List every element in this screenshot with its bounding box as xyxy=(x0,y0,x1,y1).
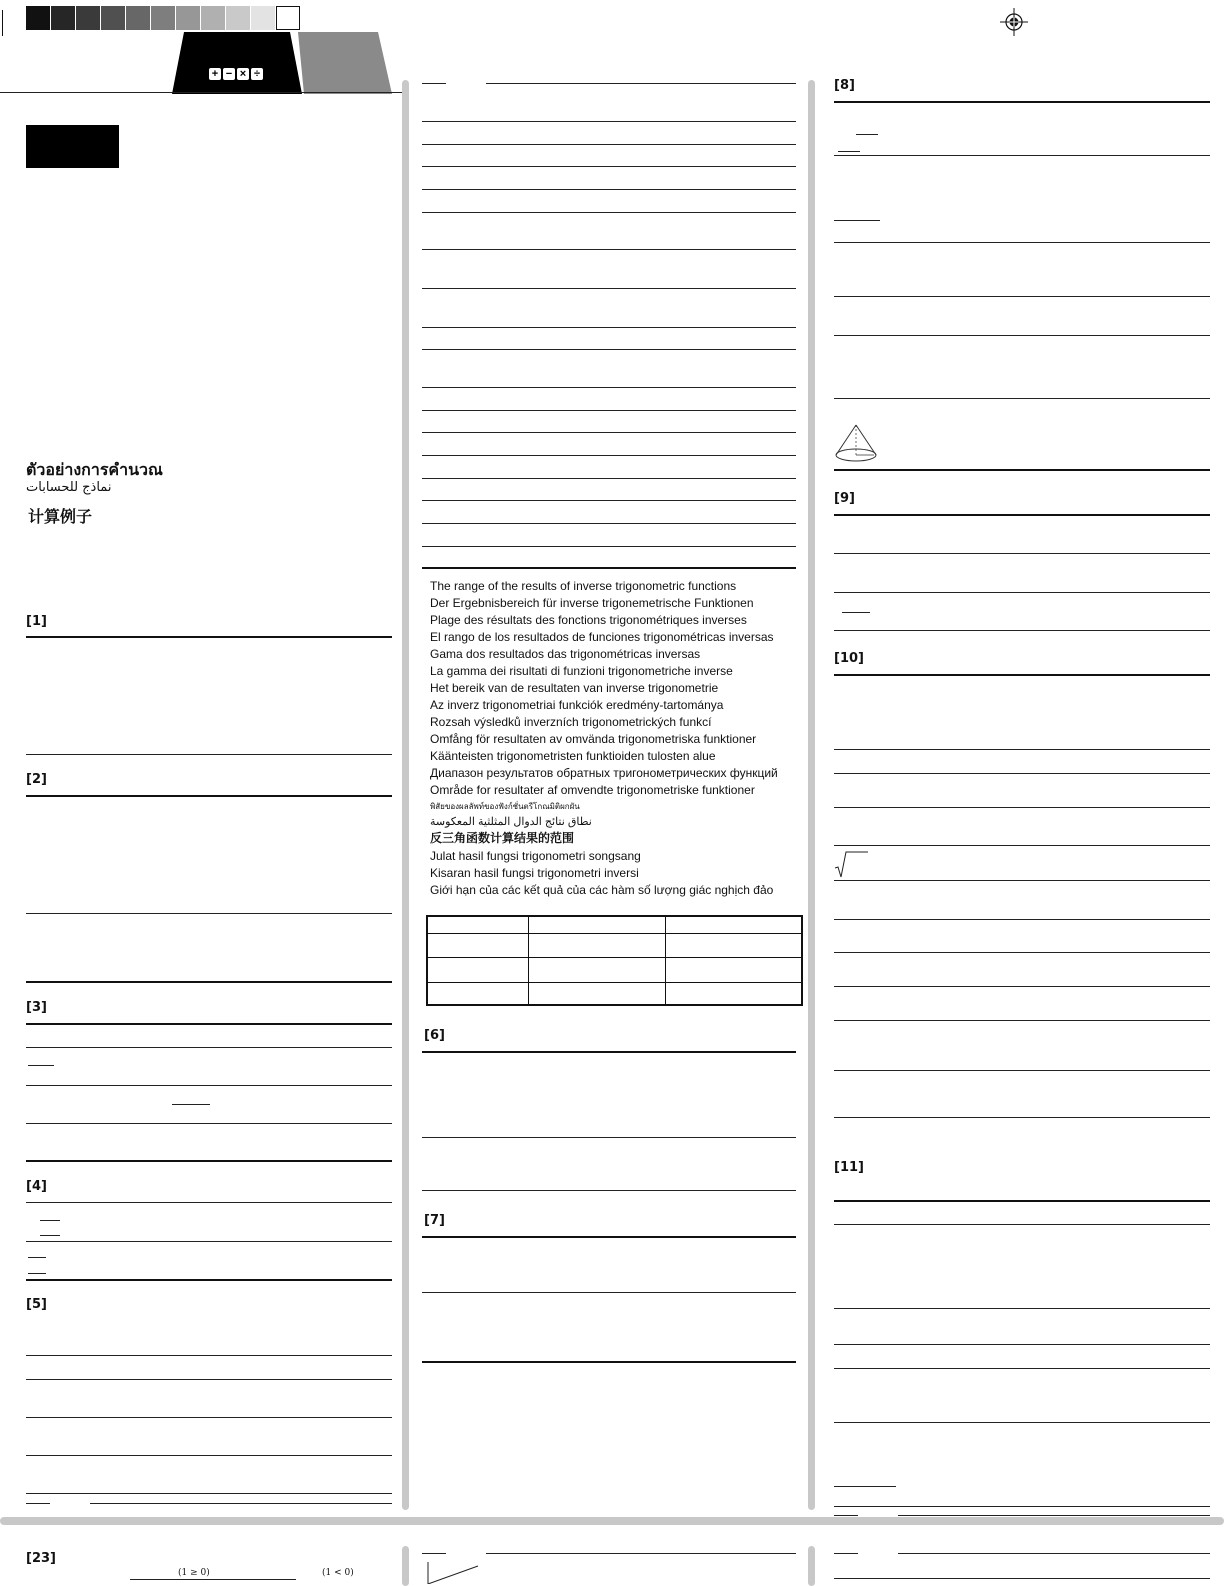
rule xyxy=(422,1361,796,1363)
table-col-divider xyxy=(528,917,529,1004)
cone-icon xyxy=(834,423,880,463)
rule xyxy=(834,749,1210,750)
gray-calibration-strip xyxy=(26,5,302,31)
gray-swatch-9 xyxy=(226,6,250,30)
rule xyxy=(422,1137,796,1138)
rule xyxy=(834,101,1210,103)
rule xyxy=(834,553,1210,554)
triangle-diagram-icon xyxy=(426,1562,486,1584)
rule xyxy=(26,1123,392,1124)
rule xyxy=(834,952,1210,953)
rule xyxy=(422,327,796,328)
rule xyxy=(422,189,796,190)
gray-swatch-7 xyxy=(176,6,200,30)
tab-dark xyxy=(172,32,302,94)
range-heading-pt: Gama dos resultados das trigonométricas inversas xyxy=(430,647,701,661)
rule xyxy=(26,1455,392,1456)
rule xyxy=(26,913,392,914)
rule xyxy=(486,83,796,84)
rule xyxy=(834,1344,1210,1345)
formula-23 xyxy=(26,1570,396,1584)
gray-swatch-1 xyxy=(26,6,50,30)
registration-mark-icon xyxy=(1000,8,1028,36)
rule xyxy=(422,1051,796,1053)
table-row-divider xyxy=(428,982,801,983)
section-7-label: [7] xyxy=(424,1213,445,1228)
rule xyxy=(422,455,796,456)
range-heading-en: The range of the results of inverse trigonometric functions xyxy=(430,579,737,593)
range-heading-hu: Az inverz trigonometriai funkciók eredmény-tartománya xyxy=(430,698,724,712)
rule xyxy=(26,1202,392,1203)
plus-key: + xyxy=(209,68,221,80)
rule xyxy=(834,845,1210,846)
fraction-bar xyxy=(28,1257,46,1258)
section-23-label: [23] xyxy=(26,1551,56,1566)
gray-swatch-4 xyxy=(101,6,125,30)
rule xyxy=(26,795,392,797)
rule xyxy=(834,880,1210,881)
rule xyxy=(422,1236,796,1238)
range-heading-es: El rango de los resultados de funciones trigonométricas inversas xyxy=(430,630,774,644)
rule xyxy=(898,1515,1210,1516)
rule xyxy=(834,807,1210,808)
range-heading-da: Område for resultater af omvendte trigonometriske funktioner xyxy=(430,783,755,797)
rule xyxy=(834,1308,1210,1309)
rule xyxy=(834,514,1210,516)
rule xyxy=(834,242,1210,243)
gray-swatch-8 xyxy=(201,6,225,30)
rule xyxy=(422,523,796,524)
title-chinese: 计算例子 xyxy=(28,507,93,526)
range-heading-zh: 反三角函数计算结果的范围 xyxy=(430,831,575,845)
rule xyxy=(26,1023,392,1025)
range-heading-de: Der Ergebnisbereich für inverse trigonemetrische Funktionen xyxy=(430,596,754,610)
rule xyxy=(26,1503,50,1504)
header-rule xyxy=(0,92,405,93)
fraction-bar xyxy=(40,1235,60,1236)
section-3-label: [3] xyxy=(26,1000,47,1015)
rule xyxy=(834,630,1210,631)
range-table xyxy=(426,915,803,1006)
rule xyxy=(26,636,392,638)
rule xyxy=(422,121,796,122)
rule xyxy=(834,674,1210,676)
rule xyxy=(422,249,796,250)
section-5-label: [5] xyxy=(26,1297,47,1312)
fraction-bar xyxy=(172,1104,210,1105)
rule xyxy=(486,1553,796,1554)
formula-cond-1: (1 ≥ 0) xyxy=(178,1568,210,1578)
rule xyxy=(26,1160,392,1162)
rule xyxy=(26,1279,392,1281)
range-heading-fi: Käänteisten trigonometristen funktioiden tulosten alue xyxy=(430,749,716,763)
range-heading-ru: Диапазон результатов обратных тригонометрических функций xyxy=(430,766,778,780)
horizontal-divider-band xyxy=(0,1517,1224,1525)
rule xyxy=(834,1553,858,1554)
rule xyxy=(834,1486,896,1487)
tab-light xyxy=(298,32,392,94)
rule xyxy=(422,546,796,547)
column-divider-bottom-1 xyxy=(402,1546,409,1586)
rule xyxy=(26,1241,392,1242)
rule xyxy=(26,1493,392,1494)
rule xyxy=(422,410,796,411)
fraction-bar xyxy=(834,220,880,221)
rule xyxy=(834,335,1210,336)
rule xyxy=(834,1368,1210,1369)
rule xyxy=(422,144,796,145)
formula-cond-2: (1 < 0) xyxy=(322,1568,354,1578)
rule xyxy=(26,1379,392,1380)
rule xyxy=(26,981,392,983)
gray-swatch-5 xyxy=(126,6,150,30)
rule xyxy=(422,288,796,289)
range-heading-ms: Julat hasil fungsi trigonometri songsang xyxy=(430,849,641,863)
crop-mark-left xyxy=(2,10,3,36)
rule xyxy=(422,567,796,569)
rule xyxy=(834,1515,858,1516)
gray-swatch-11 xyxy=(276,6,300,30)
gray-swatch-6 xyxy=(151,6,175,30)
section-1-label: [1] xyxy=(26,614,47,629)
rule xyxy=(422,387,796,388)
rule xyxy=(834,1200,1210,1202)
rule xyxy=(834,1117,1210,1118)
times-key: × xyxy=(237,68,249,80)
rule xyxy=(422,500,796,501)
section-6-label: [6] xyxy=(424,1028,445,1043)
rule xyxy=(422,1553,446,1554)
column-divider-2 xyxy=(808,80,815,1510)
rule xyxy=(26,1355,392,1356)
rule xyxy=(834,398,1210,399)
rule xyxy=(26,754,392,755)
rule xyxy=(834,1070,1210,1071)
rule xyxy=(422,1292,796,1293)
rule xyxy=(422,1190,796,1191)
section-9-label: [9] xyxy=(834,491,855,506)
range-heading-nl: Het bereik van de resultaten van inverse trigonometrie xyxy=(430,681,719,695)
range-heading-it: La gamma dei risultati di funzioni trigonometriche inverse xyxy=(430,664,733,678)
fraction-bar xyxy=(40,1220,60,1221)
fraction-bar xyxy=(842,612,870,613)
rule xyxy=(834,919,1210,920)
rule xyxy=(834,773,1210,774)
square-root-icon xyxy=(834,850,870,880)
fraction-bar xyxy=(856,134,878,135)
rule xyxy=(26,1047,392,1048)
range-heading-ar: نطاق نتائج الدوال المثلثية المعكوسة xyxy=(430,816,592,828)
table-col-divider xyxy=(665,917,666,1004)
range-heading-id: Kisaran hasil fungsi trigonometri inversi xyxy=(430,866,639,880)
rule xyxy=(898,1553,1210,1554)
minus-key: − xyxy=(223,68,235,80)
column-divider-bottom-2 xyxy=(808,1546,815,1586)
gray-swatch-10 xyxy=(251,6,275,30)
range-heading-th: พิสัยของผลลัพท์ของฟังก์ชั่นตรีโกณมิติผกผัน xyxy=(430,802,580,811)
rule xyxy=(834,1506,1210,1507)
section-4-label: [4] xyxy=(26,1179,47,1194)
rule xyxy=(834,155,1210,156)
rule xyxy=(26,1085,392,1086)
black-label-block xyxy=(26,125,119,168)
gray-swatch-3 xyxy=(76,6,100,30)
rule xyxy=(422,83,446,84)
table-row-divider xyxy=(428,957,801,958)
fraction-bar xyxy=(28,1273,46,1274)
rule xyxy=(422,166,796,167)
title-thai: ตัวอย่างการคำนวณ xyxy=(26,460,163,479)
divide-key: ÷ xyxy=(251,68,263,80)
calc-keys-icon xyxy=(209,68,263,82)
rule xyxy=(834,296,1210,297)
column-divider-1 xyxy=(402,80,409,1510)
section-10-label: [10] xyxy=(834,651,864,666)
rule xyxy=(834,1578,1210,1579)
rule xyxy=(422,349,796,350)
title-arabic: نماذج للحسابات xyxy=(26,480,112,495)
formula-bar xyxy=(130,1579,296,1580)
table-row-divider xyxy=(428,933,801,934)
range-heading-fr: Plage des résultats des fonctions trigonométriques inverses xyxy=(430,613,747,627)
range-heading-vi: Giới hạn của các kết quả của các hàm số lượng giác nghịch đảo xyxy=(430,883,774,897)
fraction-bar xyxy=(28,1065,54,1066)
rule xyxy=(422,212,796,213)
rule xyxy=(834,592,1210,593)
rule xyxy=(26,1417,392,1418)
section-8-label: [8] xyxy=(834,78,855,93)
section-11-label: [11] xyxy=(834,1160,864,1175)
header-tabs xyxy=(170,32,395,94)
rule xyxy=(834,1224,1210,1225)
rule xyxy=(834,1422,1210,1423)
gray-swatch-2 xyxy=(51,6,75,30)
fraction-bar xyxy=(838,151,860,152)
section-2-label: [2] xyxy=(26,772,47,787)
rule xyxy=(834,986,1210,987)
rule xyxy=(834,469,1210,471)
rule xyxy=(422,432,796,433)
rule xyxy=(834,1020,1210,1021)
rule xyxy=(90,1503,392,1504)
range-heading-sv: Omfång för resultaten av omvända trigonometriska funktioner xyxy=(430,732,757,746)
range-heading-cs: Rozsah výsledků inverzních trigonometrických funkcí xyxy=(430,715,712,729)
rule xyxy=(422,478,796,479)
